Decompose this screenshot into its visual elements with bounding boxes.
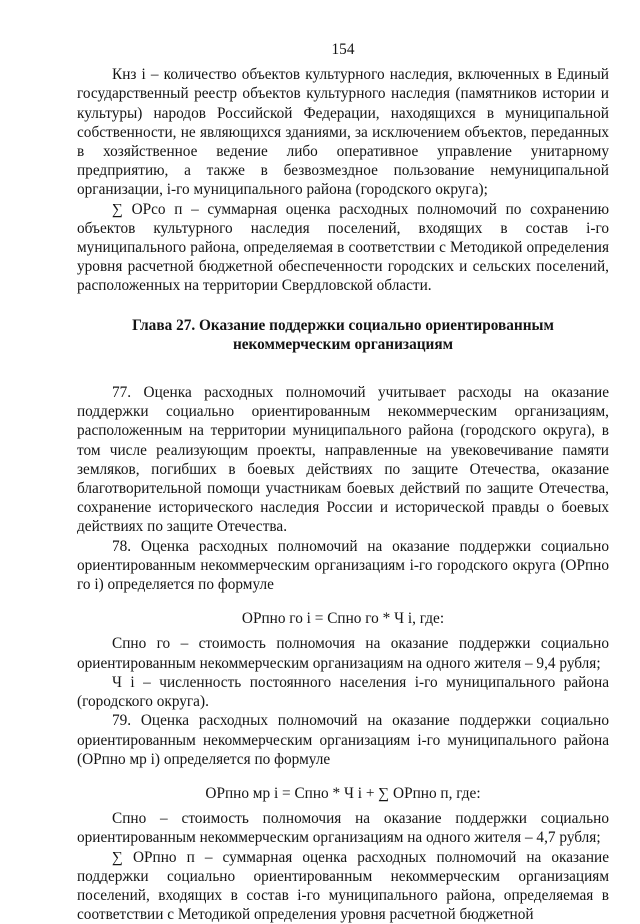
formula-78: ОРпно го i = Спно го * Ч i, где: <box>241 610 445 628</box>
paragraph-78: 78. Оценка расходных полномочий на оказание поддержки социально ориентированным некоммерческим организациям i-го городского округа (ОРпно го i) определяется по формуле <box>77 537 609 594</box>
chapter-heading: Глава 27. Оказание поддержки социально ориентированным некоммерческим организациям <box>132 316 554 353</box>
page-number: 154 <box>331 41 355 58</box>
paragraph-79: 79. Оценка расходных полномочий на оказание поддержки социально ориентированным некоммерческим организациям i-го муниципального района (ОРпно мр i) определяется по формуле <box>77 712 609 768</box>
definition-ch-i: Ч i – численность постоянного населения i-го муниципального района (городского округа). <box>77 673 609 711</box>
formula-79: ОРпно мр i = Спно * Ч i + ∑ ОРпно п, где: <box>205 784 481 802</box>
paragraph-77: 77. Оценка расходных полномочий учитывает расходы на оказание поддержки социально ориентированным некоммерческим организациям, расположенным на территории муниципального района (городского округа), в том числе реализующим проекты, направленные на увековечивание памяти земляков, погибших в боевых действиях по защите Отечества, оказание благотворительной помощи участникам боевых действий по защите Отечества, сохранение исторического наследия России и исторической правды о боевых действиях по защите Отечества. <box>77 384 609 536</box>
definition-knz: Кнз i – количество объектов культурного наследия, включенных в Единый государственный реестр объектов культурного наследия (памятников истории и культуры) народов Российской Федерации, находящихся в муниципальной собственности, не являющихся зданиями, за исключением объектов, переданных в хозяйственное ведение либо оперативное управление унитарному предприятию, а также в безвозмездное пользование немуниципальной организации, i-го муниципального района (городского округа); <box>77 66 609 199</box>
definition-spno: Спно – стоимость полномочия на оказание поддержки социально ориентированным некоммерческим организациям на одного жителя – 4,7 рубля; <box>77 810 609 847</box>
document-page <box>77 40 609 924</box>
definition-orpno-p: ∑ ОРпно п – суммарная оценка расходных полномочий на оказание поддержки социально ориентированным некоммерческим организациям поселений, входящих в состав i-го муниципального района, определяемая в соответствии с Методикой определения уровня расчетной бюджетной <box>77 848 609 924</box>
definition-orso: ∑ ОРсо п – суммарная оценка расходных полномочий по сохранению объектов культурного наследия поселений, входящих в состав i-го муниципального района, определяемая в соответствии с Методикой определения уровня расчетной бюджетной обеспеченности городских и сельских поселений, расположенных на территории Свердловской области. <box>77 200 609 295</box>
definition-spno-go: Спно го – стоимость полномочия на оказание поддержки социально ориентированным некоммерческим организациям на одного жителя – 9,4 рубля; <box>77 635 609 672</box>
